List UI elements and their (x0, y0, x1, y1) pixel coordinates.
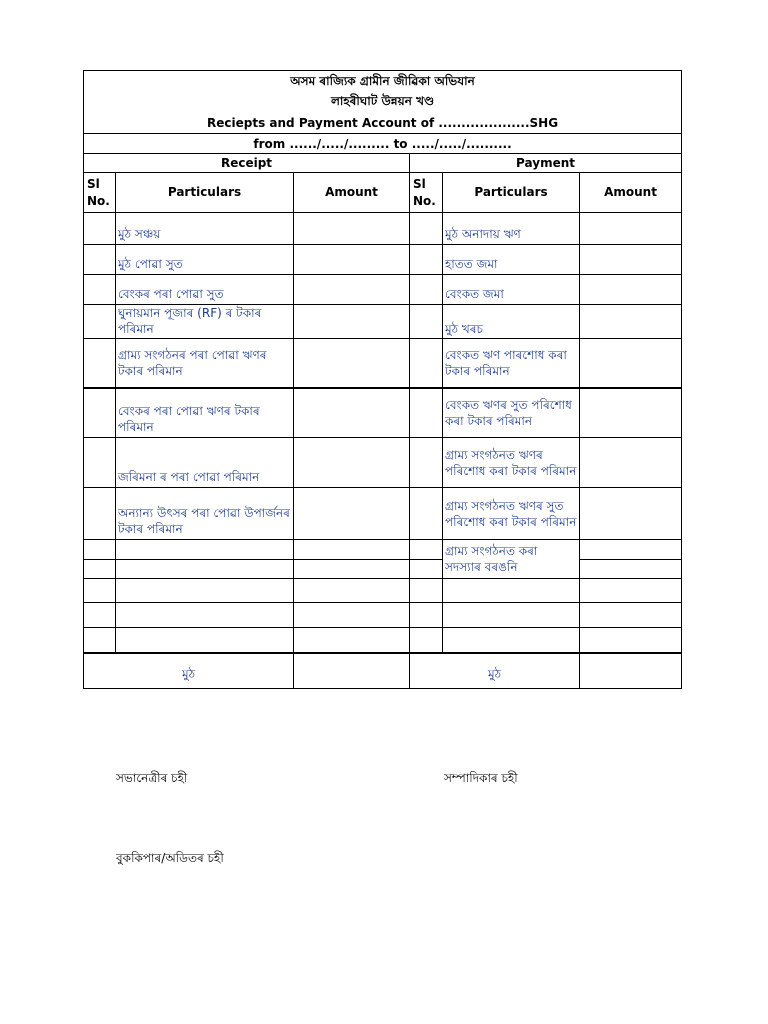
receipt-amount-cell (294, 245, 410, 275)
receipt-amount-cell (294, 213, 410, 245)
payment-total-amount (580, 653, 682, 689)
receipt-item (116, 540, 294, 560)
receipt-amount-cell (294, 438, 410, 488)
block-name: লাহৰীঘাট উন্নয়ন খণ্ড (84, 93, 682, 113)
receipt-amount-cell (294, 488, 410, 540)
payment-sl-cell (410, 560, 443, 579)
table-row (84, 275, 682, 305)
receipt-total-label: মুঠ (84, 653, 294, 689)
receipt-item: গ্ৰাম্য সংগঠনৰ পৰা পোৱা ঋণৰ টকাৰ পৰিমান (116, 339, 294, 388)
payment-amount-cell (580, 438, 682, 488)
table-row (84, 540, 682, 560)
payment-sl-cell (410, 213, 443, 245)
sheet-title: অসম ৰাজ্যিক গ্ৰামীন জীৱিকা অভিযান (84, 71, 682, 94)
receipt-sl-cell (84, 438, 116, 488)
receipt-item (116, 560, 294, 579)
payment-sl-cell (410, 245, 443, 275)
receipt-sl-cell (84, 305, 116, 339)
receipt-sl-cell (84, 488, 116, 540)
payment-amount-cell (580, 245, 682, 275)
payment-sl-cell (410, 540, 443, 560)
table-row (84, 388, 682, 438)
table-row (84, 245, 682, 275)
payment-amount-cell (580, 388, 682, 438)
receipt-amount-cell (294, 305, 410, 339)
payment-section-header: Payment (410, 154, 682, 173)
receipt-particulars-header: Particulars (116, 173, 294, 213)
receipt-payment-table (83, 70, 682, 689)
receipt-sl-cell (84, 339, 116, 388)
table-row (84, 579, 682, 603)
receipt-sl-cell (84, 540, 116, 560)
receipt-amount-cell (294, 339, 410, 388)
payment-sl-cell (410, 438, 443, 488)
account-title: Reciepts and Payment Account of ....................SHG (84, 113, 682, 134)
payment-item: মুঠ অনাদায় ঋণ (443, 213, 580, 245)
total-row (84, 653, 682, 689)
table-row (84, 438, 682, 488)
payment-amount-cell (580, 275, 682, 305)
table-row (84, 305, 682, 339)
receipt-total-amount (294, 653, 410, 689)
payment-item: গ্ৰাম্য সংগঠনত ঋণৰ সুত পৰিশোধ কৰা টকাৰ পৰিমান (443, 488, 580, 540)
receipt-item: জৰিমনা ৰ পৰা পোৱা পৰিমান (116, 438, 294, 488)
payment-amount-cell (580, 305, 682, 339)
table-row (84, 560, 682, 579)
secretary-signature-label: সম্পাদিকাৰ চহী (444, 771, 518, 785)
payment-amount-cell (580, 540, 682, 560)
payment-amount-cell (580, 488, 682, 540)
receipt-amount-cell (294, 275, 410, 305)
receipt-amount-cell (294, 540, 410, 560)
receipt-section-header: Receipt (84, 154, 410, 173)
receipt-amount-cell (294, 388, 410, 438)
payment-sl-cell (410, 275, 443, 305)
bookkeeper-signature-label: বুককিপাৰ/অডিতৰ চহী (116, 851, 224, 865)
receipt-item: মুঠ সঞ্চয় (116, 213, 294, 245)
payment-sl-cell (410, 305, 443, 339)
table-row (84, 603, 682, 628)
payment-amount-cell (580, 339, 682, 388)
receipt-item: ঘুনায়মান পূজাৰ (RF) ৰ টকাৰ পৰিমান (116, 305, 294, 339)
receipt-item: মুঠ পোৱা সুত (116, 245, 294, 275)
president-signature-label: সভানেত্ৰীৰ চহী (116, 771, 188, 785)
table-row (84, 628, 682, 653)
payment-sl-cell (410, 339, 443, 388)
receipt-amount-header: Amount (294, 173, 410, 213)
payment-item: বেংকত জমা (443, 275, 580, 305)
receipt-amount-cell (294, 560, 410, 579)
payment-sl-cell (410, 388, 443, 438)
table-row (84, 213, 682, 245)
payment-item: হাতত জমা (443, 245, 580, 275)
payment-amount-cell (580, 213, 682, 245)
receipt-item: বেংকৰ পৰা পোৱা সুত (116, 275, 294, 305)
table-row (84, 339, 682, 388)
payment-item: মুঠ খৰচ (443, 305, 580, 339)
payment-amount-cell (580, 560, 682, 579)
payment-amount-header: Amount (580, 173, 682, 213)
payment-particulars-header: Particulars (443, 173, 580, 213)
receipt-sl-cell (84, 245, 116, 275)
receipt-item: অন্যান্য উৎসৰ পৰা পোৱা উপাৰ্জনৰ টকাৰ পৰিমান (116, 488, 294, 540)
receipt-sl-cell (84, 213, 116, 245)
receipt-sl-cell (84, 560, 116, 579)
payment-sl-cell (410, 488, 443, 540)
payment-item: গ্ৰাম্য সংগঠনত ঋণৰ পৰিশোধ কৰা টকাৰ পৰিমান (443, 438, 580, 488)
account-sheet (83, 70, 681, 689)
table-row (84, 488, 682, 540)
receipt-sl-header: Sl No. (84, 173, 116, 213)
receipt-item: বেংকৰ পৰা পোৱা ঋণৰ টকাৰ পৰিমান (116, 388, 294, 438)
payment-item: বেংকত ঋণৰ সুত পৰিশোধ কৰা টকাৰ পৰিমান (443, 388, 580, 438)
period-line: from ....../...../......... to ...../...../.......... (84, 134, 682, 154)
payment-total-label: মুঠ (410, 653, 580, 689)
payment-item: গ্ৰাম্য সংগঠনত কৰা সদস্যাৰ বৰঙনি (443, 540, 580, 579)
receipt-sl-cell (84, 388, 116, 438)
payment-item: বেংকত ঋণ পাৰশোধ কৰা টকাৰ পৰিমান (443, 339, 580, 388)
payment-sl-header: Sl No. (410, 173, 443, 213)
receipt-sl-cell (84, 275, 116, 305)
